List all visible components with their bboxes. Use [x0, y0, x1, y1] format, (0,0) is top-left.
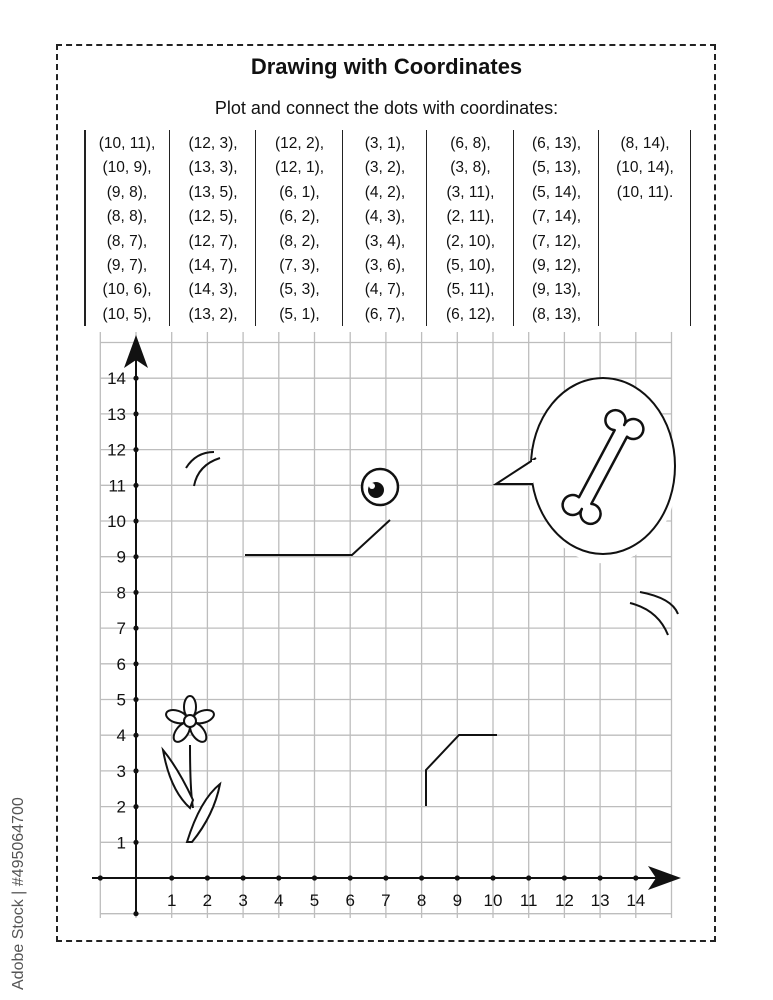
coordinate-item: (5, 14),	[531, 183, 582, 201]
x-tick-label: 3	[238, 891, 248, 910]
y-tick-dot	[133, 554, 138, 559]
x-tick-dot	[490, 875, 495, 880]
coordinate-item: (10, 14),	[616, 159, 674, 177]
coordinate-item: (12, 3),	[188, 135, 238, 152]
coordinate-item: (9, 7),	[106, 257, 148, 275]
coordinate-item: (10, 11),	[98, 135, 156, 152]
y-tick-label: 3	[116, 761, 126, 781]
coordinate-item: (3, 8),	[450, 159, 491, 177]
x-tick-dot	[598, 875, 603, 880]
y-tick-label: 10	[107, 512, 126, 531]
y-tick-label: 2	[116, 797, 126, 817]
coordinate-item: (3, 11),	[446, 183, 495, 201]
x-tick-label: 14	[626, 891, 646, 910]
coordinate-item: (7, 3),	[279, 257, 320, 275]
y-tick-dot	[133, 483, 138, 488]
coordinate-item: (7, 12),	[531, 232, 582, 250]
x-tick-label: 10	[483, 891, 503, 910]
coordinate-item: (6, 13),	[531, 135, 582, 152]
x-tick-dot	[169, 875, 174, 880]
y-tick-dot	[133, 768, 138, 773]
y-tick-label: 14	[107, 369, 126, 389]
coordinate-item: (10, 9),	[102, 159, 152, 177]
y-tick-dot	[133, 376, 138, 381]
coordinate-item: (8, 8),	[106, 208, 148, 226]
coordinate-item: (8, 7),	[106, 232, 148, 250]
coordinate-item: (12, 2),	[274, 135, 325, 152]
y-tick-label: 8	[116, 583, 126, 603]
coordinate-item: (3, 2),	[364, 159, 406, 177]
x-tick-dot	[241, 875, 246, 880]
coordinate-item: (6, 2),	[279, 208, 320, 226]
coordinate-item: (5, 13),	[531, 159, 582, 177]
y-tick-dot	[133, 733, 138, 738]
x-tick-label: 12	[554, 891, 574, 910]
coordinate-item: (12, 7),	[188, 232, 238, 250]
coordinate-item: (6, 8),	[450, 135, 491, 152]
coordinate-item: (9, 12),	[531, 257, 582, 275]
y-tick-label: 9	[116, 547, 126, 567]
drawn-segment-back	[245, 520, 390, 555]
coordinate-item: (14, 3),	[188, 281, 238, 299]
x-tick-label: 4	[274, 891, 284, 910]
coordinate-item: (9, 13),	[531, 281, 582, 299]
x-tick-dot	[455, 875, 460, 880]
y-tick-dot	[133, 411, 138, 416]
coordinate-item: (4, 7),	[364, 281, 406, 299]
y-tick-label: 5	[116, 690, 126, 710]
coordinate-item: (10, 5),	[102, 305, 152, 323]
eye-icon	[362, 469, 398, 505]
x-tick-label: 5	[309, 891, 320, 910]
x-tick-dot	[526, 875, 531, 880]
y-tick-dot	[133, 626, 138, 631]
x-tick-label: 1	[166, 891, 177, 910]
page-title: Drawing with Coordinates	[250, 54, 523, 79]
tick-dot	[98, 875, 103, 880]
x-tick-label: 11	[519, 891, 538, 910]
y-tick-label: 13	[107, 404, 126, 424]
coordinate-item: (6, 12),	[445, 305, 496, 323]
coordinate-item: (10, 11).	[616, 183, 674, 201]
coordinate-item: (2, 11),	[446, 208, 495, 226]
x-tick-label: 2	[202, 891, 213, 910]
coordinate-item: (14, 7),	[188, 257, 238, 275]
y-tick-dot	[133, 697, 138, 702]
x-tick-label: 13	[590, 891, 610, 910]
tick-dot	[133, 911, 138, 916]
x-tick-label: 8	[416, 891, 427, 910]
coordinate-item: (10, 6),	[102, 281, 152, 299]
y-tick-dot	[133, 518, 138, 523]
stock-watermark-id: Adobe Stock | #495064700	[10, 797, 27, 990]
coordinate-item: (3, 6),	[364, 257, 406, 275]
y-tick-dot	[133, 804, 138, 809]
coordinate-item: (5, 3),	[279, 281, 320, 299]
coordinate-item: (8, 14),	[620, 135, 670, 152]
x-tick-dot	[205, 875, 210, 880]
x-tick-label: 9	[452, 891, 463, 910]
x-tick-dot	[276, 875, 281, 880]
coordinate-item: (13, 2),	[188, 305, 238, 323]
x-tick-dot	[383, 875, 388, 880]
coordinate-item: (8, 13),	[531, 305, 582, 323]
coordinate-item: (8, 2),	[279, 232, 320, 250]
y-tick-dot	[133, 447, 138, 452]
coordinate-item: (13, 5),	[188, 183, 238, 201]
coordinate-item: (5, 10),	[445, 257, 496, 275]
coordinate-item: (5, 11),	[446, 281, 495, 299]
x-tick-dot	[348, 875, 353, 880]
coordinate-item: (6, 1),	[279, 183, 320, 201]
x-tick-dot	[562, 875, 567, 880]
x-tick-label: 7	[381, 891, 391, 910]
coordinate-item: (5, 1),	[279, 305, 320, 323]
y-tick-dot	[133, 661, 138, 666]
y-tick-label: 4	[116, 726, 126, 746]
coordinate-item: (4, 3),	[364, 208, 406, 226]
y-tick-label: 7	[116, 619, 126, 639]
coordinate-item: (3, 1),	[364, 135, 406, 152]
coordinate-item: (12, 5),	[188, 208, 238, 226]
y-tick-label: 12	[107, 440, 126, 460]
y-tick-dot	[133, 840, 138, 845]
y-tick-label: 1	[116, 833, 126, 853]
coordinate-item: (12, 1),	[274, 159, 325, 177]
coordinate-item: (4, 2),	[364, 183, 406, 201]
speech-bubble-icon	[496, 378, 677, 563]
y-tick-dot	[133, 590, 138, 595]
y-tick-label: 6	[116, 654, 126, 674]
x-tick-dot	[419, 875, 424, 880]
x-tick-dot	[633, 875, 638, 880]
x-tick-label: 6	[345, 891, 355, 910]
y-tick-label: 11	[108, 476, 126, 496]
coordinate-item: (7, 14),	[531, 208, 582, 226]
instructions: Plot and connect the dots with coordinates:	[214, 98, 559, 118]
x-tick-dot	[312, 875, 317, 880]
coordinate-item: (9, 8),	[106, 183, 148, 201]
coordinate-item: (6, 7),	[364, 305, 406, 323]
coordinate-item: (13, 3),	[188, 159, 238, 177]
coordinate-item: (3, 4),	[364, 232, 406, 250]
coordinate-item: (2, 10),	[445, 232, 496, 250]
